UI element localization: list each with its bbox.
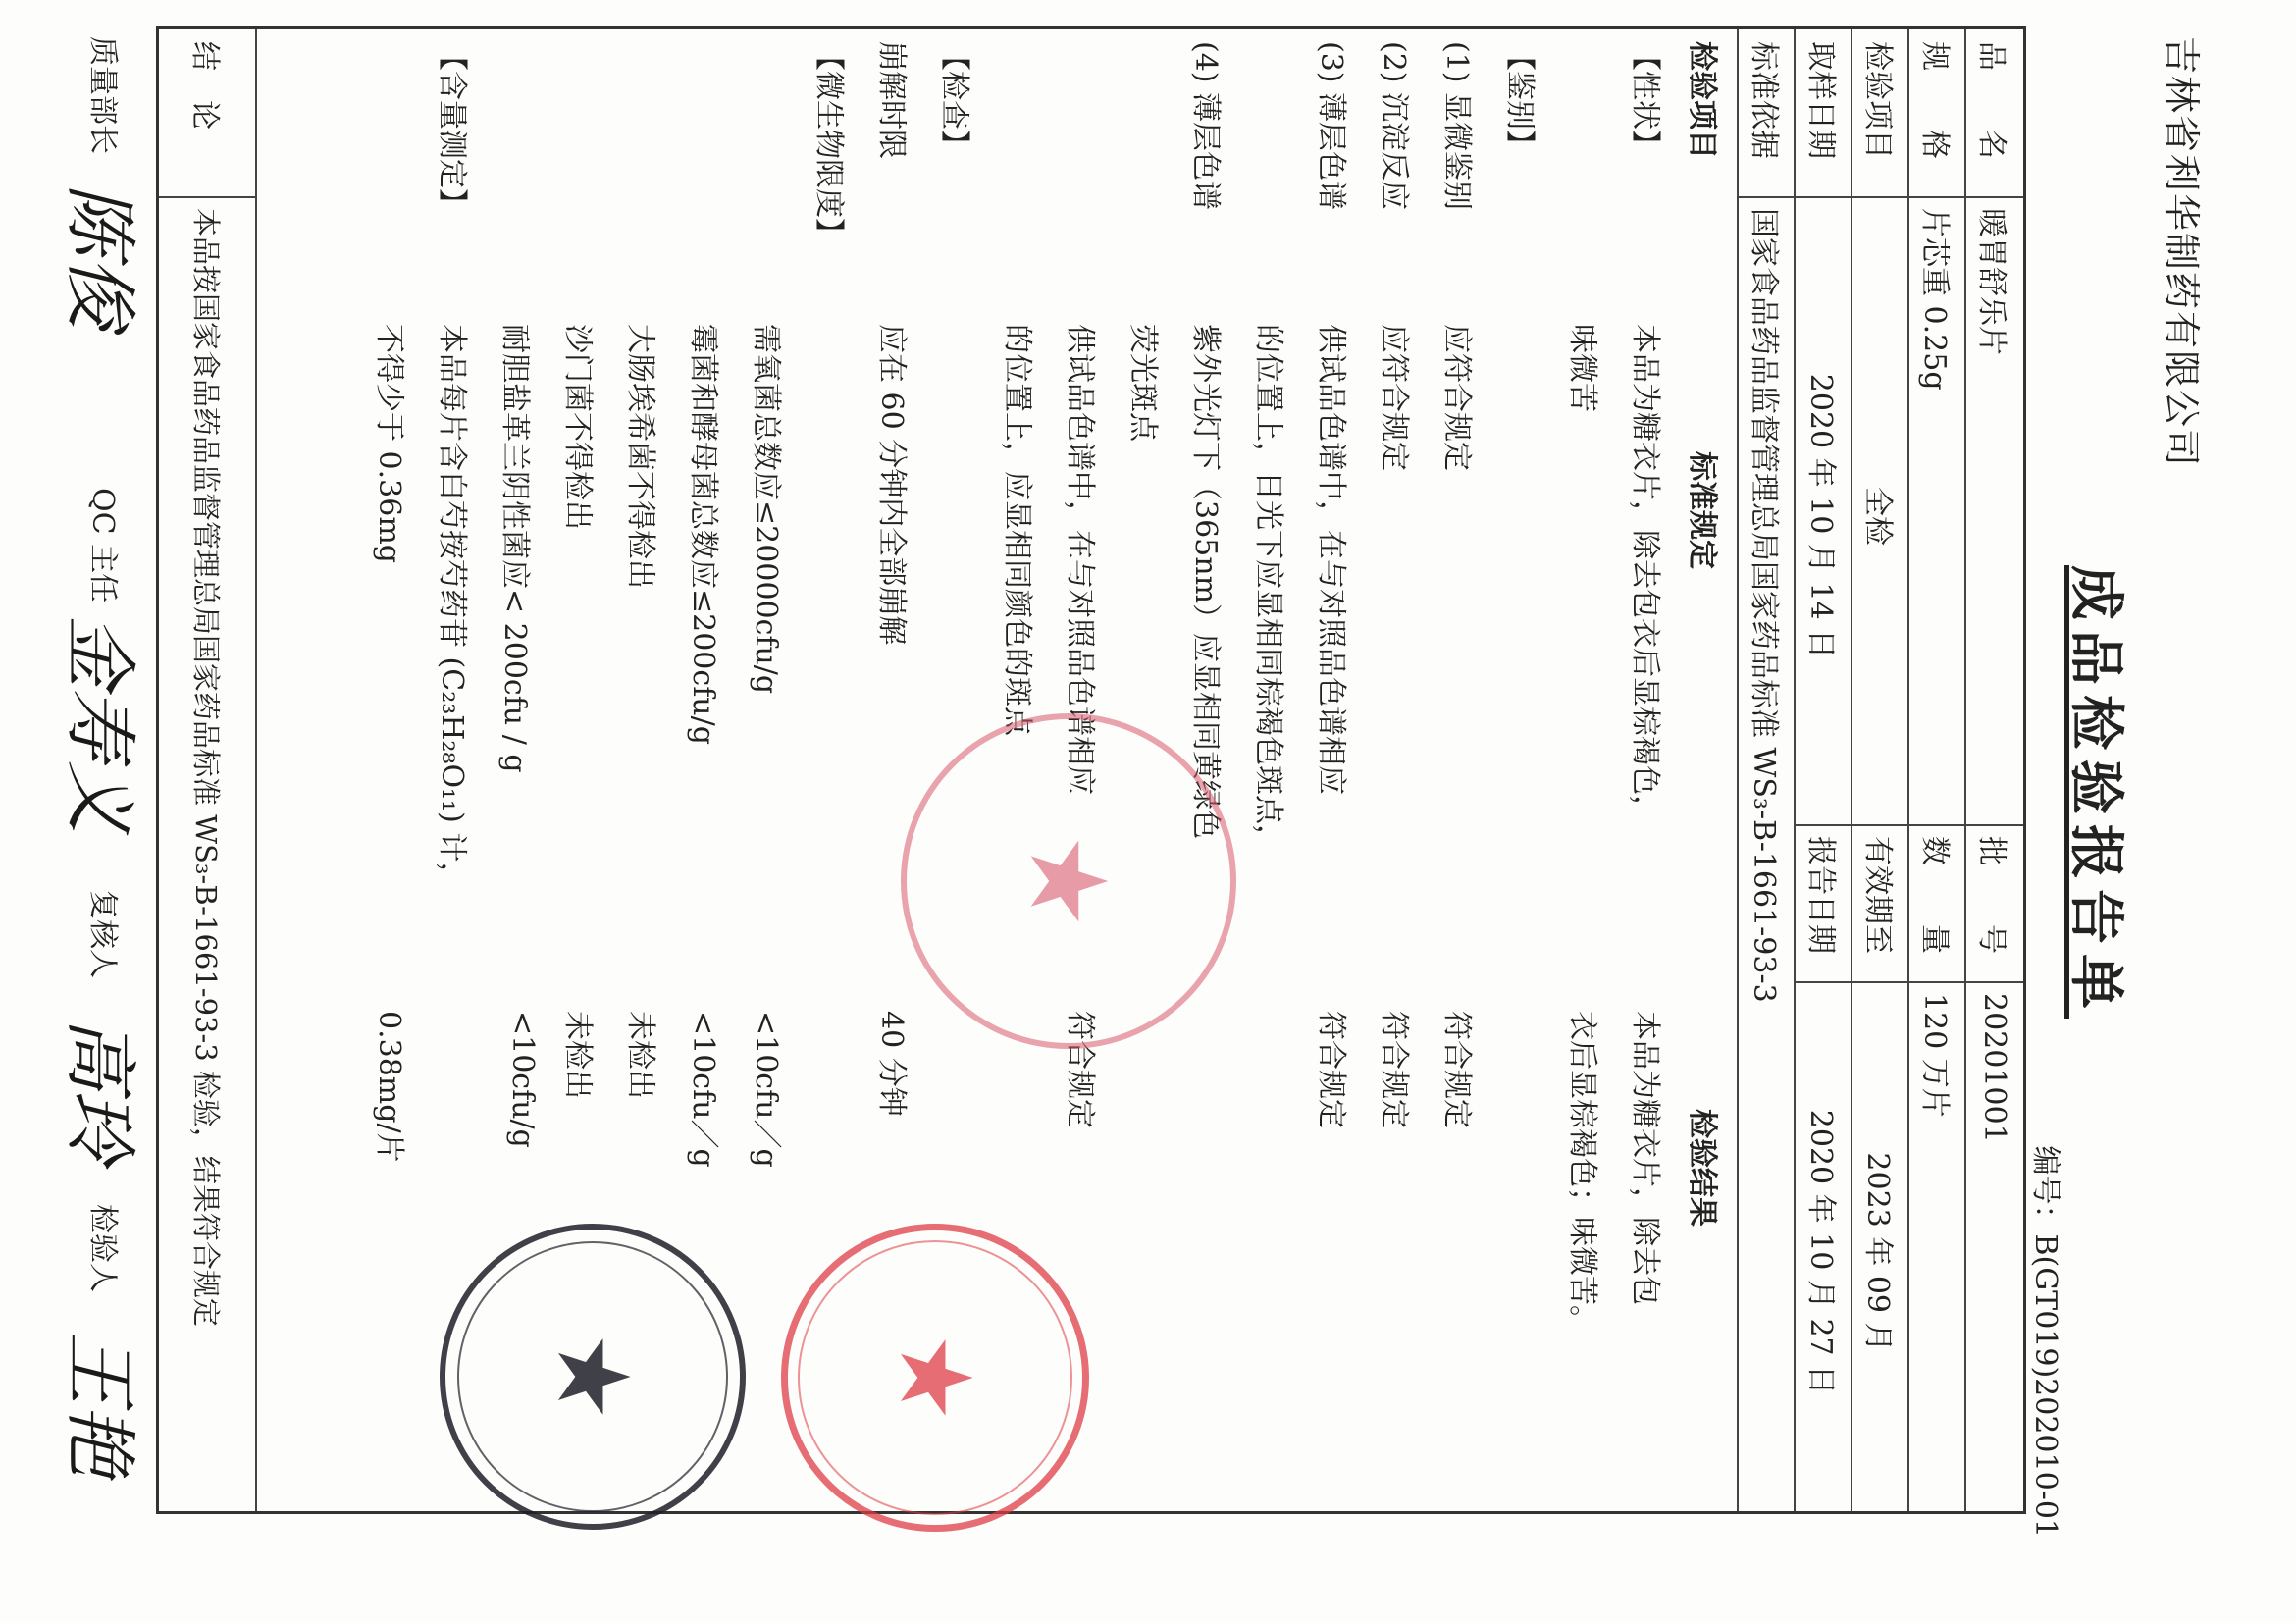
document-number: 编号：B(GT019)202010-01 (2028, 1145, 2062, 1538)
signature-reviewer: 高玲 (57, 1018, 141, 1163)
item-label: 【性状】 (1628, 41, 1662, 159)
label-name: 品 名 (1974, 41, 2009, 159)
label-test-item: 检验项目 (1860, 41, 1895, 159)
col-header-item: 检验项目 (1685, 41, 1719, 159)
col-header-result: 检验结果 (1685, 1109, 1719, 1227)
result-text: <10cfu／g (749, 1011, 783, 1168)
value-spec: 片芯重 0.25g (1917, 208, 1952, 391)
result-text: 符合规定 (1439, 1011, 1474, 1128)
spec-text: 应符合规定 (1377, 324, 1411, 471)
item-label: 【鉴别】 (1502, 41, 1537, 159)
value-expiry: 2023 年 09 月 (1860, 1152, 1895, 1352)
value-quantity: 120 万片 (1917, 993, 1952, 1118)
table-row (1964, 29, 2023, 1511)
item-label: (3) 薄层色谱 (1314, 41, 1348, 211)
conclusion-text: 本品按国家食品药品监督管理总局国家药品标准 WS₃-B-1661-93-3 检验，结果符合规定 (189, 208, 224, 1327)
table-row (1794, 29, 1852, 1511)
spec-text: 的位置上，日光下应显相同棕褐色斑点， (1251, 324, 1285, 854)
item-label: 【检查】 (937, 41, 971, 159)
spec-text: 应在 60 分钟内全部崩解 (874, 324, 909, 646)
result-text: 衣后显棕褐色；味微苦。 (1565, 1011, 1599, 1335)
inspection-seal-red: ★ (781, 1224, 1089, 1532)
label-spec: 规 格 (1917, 41, 1952, 159)
label-expiry: 有效期至 (1860, 836, 1895, 954)
item-label: (4) 薄层色谱 (1188, 41, 1223, 211)
signature-quality-head: 陈俊 (57, 183, 141, 329)
value-name: 暖胃舒乐片 (1974, 208, 2009, 355)
result-text: 符合规定 (1063, 1011, 1097, 1128)
item-label: 【含量测定】 (435, 41, 469, 218)
spec-text: 应符合规定 (1439, 324, 1474, 471)
spec-text: 荧光斑点 (1125, 324, 1160, 442)
conclusion-row (159, 29, 257, 1511)
label-sampling-date: 取样日期 (1803, 41, 1838, 159)
label-batch: 批 号 (1974, 836, 2009, 954)
item-label: (1) 显微鉴别 (1439, 41, 1474, 211)
value-sampling-date: 2020 年 10 月 14 日 (1803, 373, 1838, 659)
result-text: <10cfu／g (686, 1011, 720, 1168)
result-text: 未检出 (623, 1011, 657, 1099)
value-batch: 20201001 (1977, 993, 2012, 1143)
item-label: (2) 沉淀反应 (1377, 41, 1411, 211)
result-text: 0.38mg/片 (372, 1011, 406, 1163)
table-row (1737, 29, 1796, 1511)
spec-text: 不得少于 0.36mg (372, 324, 406, 563)
spec-text: 需氧菌总数应≤20000cfu/g (749, 324, 783, 695)
spec-text: 供试品色谱中，在与对照品色谱相应 (1314, 324, 1348, 795)
spec-text: 耐胆盐革兰阴性菌应< 200cfu / g (497, 324, 532, 773)
item-label: 崩解时限 (874, 41, 909, 159)
label-standard: 标准依据 (1747, 41, 1781, 159)
signature-inspector: 王艳 (57, 1332, 141, 1477)
spec-text: 的位置上，应显相同颜色的斑点 (1000, 324, 1034, 736)
result-text: 符合规定 (1314, 1011, 1348, 1128)
value-report-date: 2020 年 10 月 27 日 (1803, 1109, 1838, 1395)
result-text: 本品为糖衣片，除去包 (1628, 1011, 1662, 1305)
spec-text: 紫外光灯下（365nm）应显相同黄绿色 (1188, 324, 1223, 840)
sig-role-inspector: 检验人 (85, 1204, 120, 1292)
conclusion-label: 结 论 (187, 41, 222, 130)
result-text: <10cfu/g (505, 1011, 540, 1148)
spec-text: 供试品色谱中，在与对照品色谱相应 (1063, 324, 1097, 795)
result-text: 符合规定 (1377, 1011, 1411, 1128)
table-row (1907, 29, 1966, 1511)
spec-text: 味微苦 (1565, 324, 1599, 412)
item-label: 【微生物限度】 (811, 41, 846, 247)
signature-qc: 金寿义 (57, 615, 141, 833)
quality-seal: ★ (901, 713, 1236, 1049)
value-standard: 国家食品药品监督管理总局国家药品标准 WS₃-B-1661-93-3 (1747, 208, 1781, 1003)
col-header-spec: 标准规定 (1685, 451, 1719, 569)
label-report-date: 报告日期 (1803, 836, 1838, 954)
value-test-item: 全检 (1860, 487, 1895, 546)
report-title: 成品检验报告单 (2063, 565, 2128, 1019)
company-name: 吉林省利华制药有限公司 (2160, 36, 2203, 469)
spec-text: 大肠埃希菌不得检出 (623, 324, 657, 589)
label-quantity: 数 量 (1917, 836, 1952, 954)
sig-role-reviewer: 复核人 (85, 890, 120, 978)
spec-text: 沙门菌不得检出 (560, 324, 595, 530)
inspection-seal-black: ★ (440, 1224, 746, 1530)
sig-role-qc: QC 主任 (85, 488, 120, 603)
spec-text: 本品为糖衣片，除去包衣后显棕褐色， (1628, 324, 1662, 824)
result-text: 未检出 (560, 1011, 595, 1099)
spec-text: 本品每片含白芍按芍药苷 (C₂₃H₂₈O₁₁) 计， (435, 324, 469, 892)
table-row (1851, 29, 1909, 1511)
sig-role-quality-head: 质量部长 (85, 36, 120, 154)
result-text: 40 分钟 (874, 1011, 909, 1117)
spec-text: 霉菌和酵母菌总数应≤200cfu/g (686, 324, 720, 745)
inspection-report (39, 26, 2218, 1557)
